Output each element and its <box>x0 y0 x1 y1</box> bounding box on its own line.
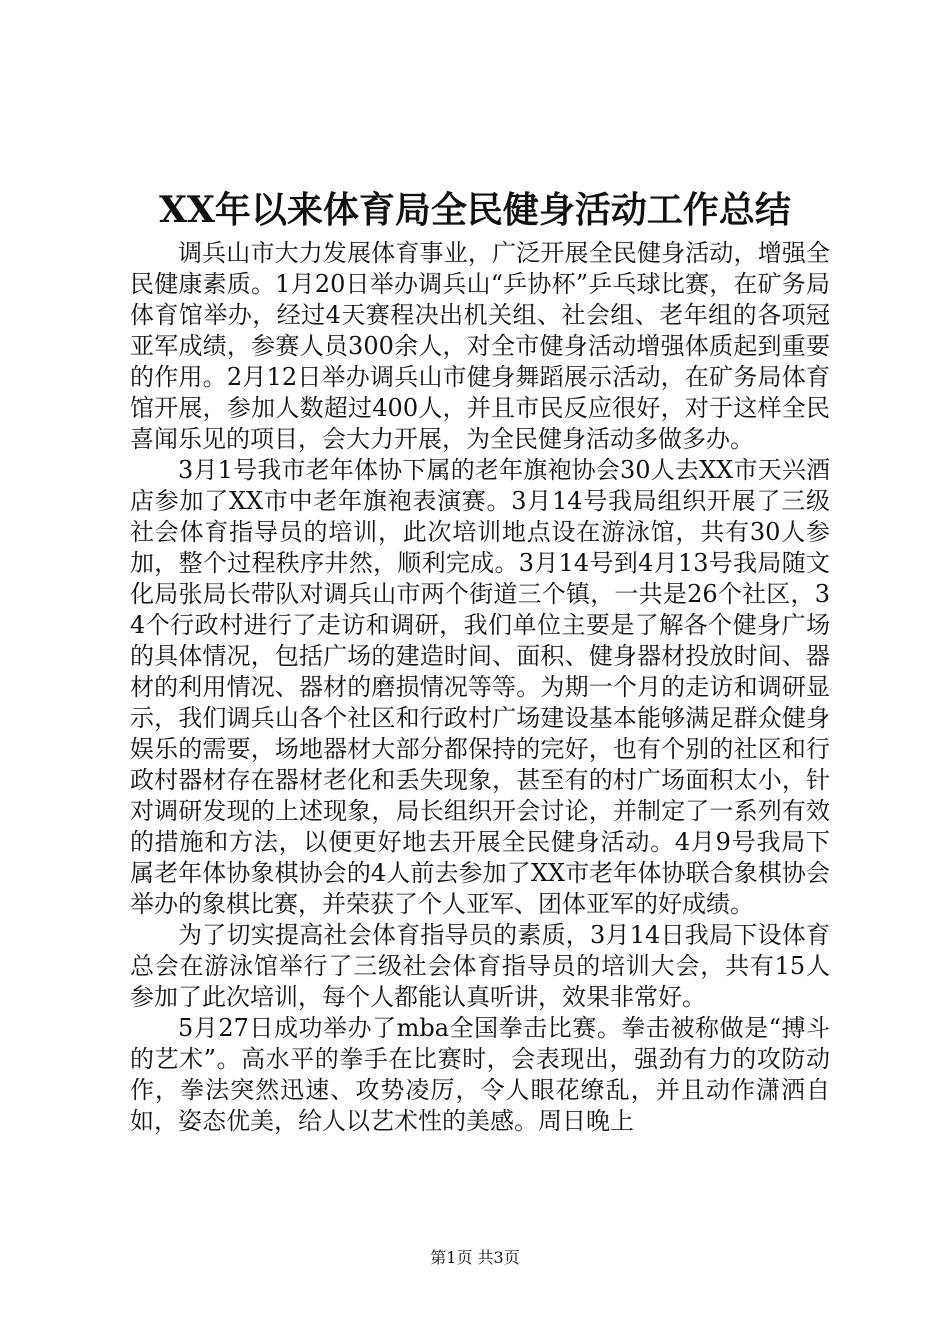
page-footer: 第1页 共3页 <box>430 1248 520 1267</box>
paragraph-2: 3月1号我市老年体协下属的老年旗袍协会30人去XX市天兴酒店参加了XX市中老年旗袍表演赛。3月14号我局组织开展了三级社会体育指导员的培训，此次培训地点设在游泳馆，共有30人参加，整个过程秩序井然，顺利完成。3月14号到4月13号我局随文化局张局长带队对调兵山市两个街道三个镇，一共是26个社区，34个行政村进行了走访和调研，我们单位主要是了解各个健身广场的具体情况，包括广场的建造时间、面积、健身器材投放时间、器材的利用情况、器材的磨损情况等等。为期一个月的走访和调研显示，我们调兵山各个社区和行政村广场建设基本能够满足群众健身娱乐的需要，场地器材大部分都保持的完好，也有个别的社区和行政村器材存在器材老化和丢失现象，甚至有的村广场面积太小，针对调研发现的上述现象，局长组织开会讨论，并制定了一系列有效的措施和方法，以便更好地去开展全民健身活动。4月9号我局下属老年体协象棋协会的4人前去参加了XX市老年体协联合象棋协会举办的象棋比赛，并荣获了个人亚军、团体亚军的好成绩。 <box>130 456 830 918</box>
document-title: XX年以来体育局全民健身活动工作总结 <box>159 189 791 231</box>
document-body <box>130 238 830 1137</box>
paragraph-3: 为了切实提高社会体育指导员的素质，3月14日我局下设体育总会在游泳馆举行了三级社会体育指导员的培训大会，共有15人参加了此次培训，每个人都能认真听讲，效果非常好。 <box>130 921 830 1011</box>
paragraph-4: 5月27日成功举办了mba全国拳击比赛。拳击被称做是“搏斗的艺术”。高水平的拳手在比赛时，会表现出，强劲有力的攻防动作，拳法突然迅速、攻势凌厉，令人眼花缭乱，并且动作潇洒自如，姿态优美，给人以艺术性的美感。周日晚上 <box>130 1014 830 1135</box>
paragraph-1: 调兵山市大力发展体育事业，广泛开展全民健身活动，增强全民健康素质。1月20日举办调兵山“乒协杯”乒乓球比赛，在矿务局体育馆举办，经过4天赛程决出机关组、社会组、老年组的各项冠亚军成绩，参赛人员300余人，对全市健身活动增强体质起到重要的作用。2月12日举办调兵山市健身舞蹈展示活动，在矿务局体育馆开展，参加人数超过400人，并且市民反应很好，对于这样全民喜闻乐见的项目，会大力开展，为全民健身活动多做多办。 <box>130 239 830 453</box>
